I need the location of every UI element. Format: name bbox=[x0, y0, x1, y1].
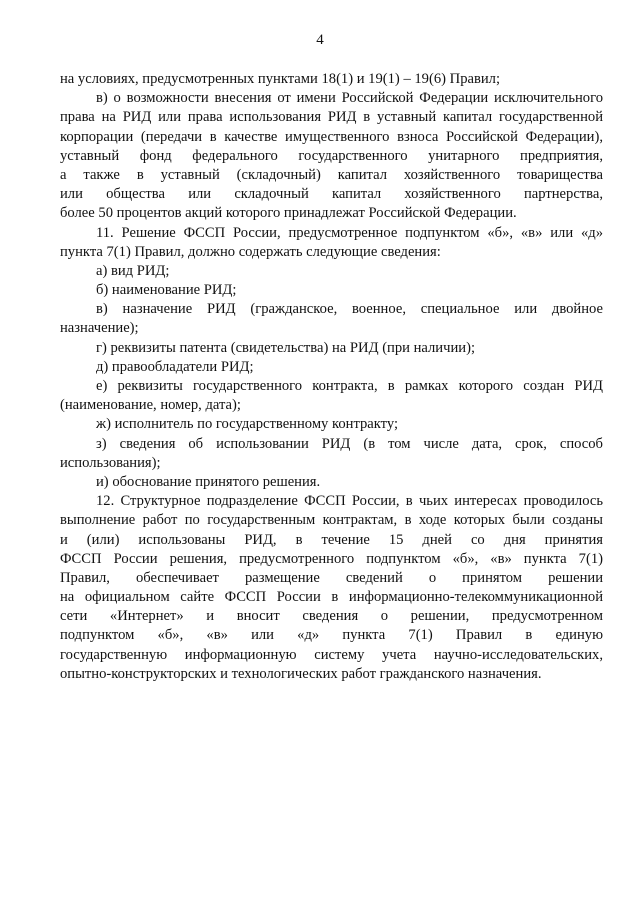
text-line: сети «Интернет» и вносит сведения о решении, предусмотренном bbox=[60, 608, 603, 625]
text-line: использования); bbox=[60, 454, 161, 471]
text-line: на условиях, предусмотренных пунктами 18(1) и 19(1) – 19(6) Правил; bbox=[60, 71, 501, 87]
text-line: а также в уставный (складочный) капитал хозяйственного товарищества bbox=[60, 166, 603, 183]
text-line: пункта 7(1) Правил, должно содержать следующие сведения: bbox=[60, 243, 441, 260]
page-number: 4 bbox=[316, 32, 324, 48]
text-line: д) правообладатели РИД; bbox=[96, 358, 254, 375]
text-line: корпорации (передачи в качестве имущественного взноса Российской Федерации), bbox=[60, 128, 603, 145]
text-line: з) сведения об использовании РИД (в том числе дата, срок, способ bbox=[96, 435, 603, 452]
text-line: подпунктом «б», «в» или «д» пункта 7(1) Правил в единую bbox=[60, 627, 603, 644]
text-line: более 50 процентов акций которого принадлежат Российской Федерации. bbox=[60, 205, 517, 222]
text-line: ФССП России решения, предусмотренного подпунктом «б», «в» пункта 7(1) bbox=[60, 550, 603, 567]
text-line: или общества или складочный капитал хозяйственного партнерства, bbox=[60, 186, 603, 203]
text-line: б) наименование РИД; bbox=[96, 282, 237, 299]
text-line: 12. Структурное подразделение ФССП России, в чьих интересах проводилось bbox=[96, 493, 603, 510]
text-line: права на РИД или права использования РИД в уставный капитал государственной bbox=[60, 109, 603, 126]
text-line: и) обоснование принятого решения. bbox=[96, 473, 321, 490]
text-line: (наименование, номер, дата); bbox=[60, 397, 241, 414]
text-line: 11. Решение ФССП России, предусмотренное подпунктом «б», «в» или «д» bbox=[96, 224, 603, 241]
text-line: на официальном сайте ФССП России в информационно-телекоммуникационной bbox=[60, 589, 603, 606]
text-line: государственную информационную систему учета научно-исследовательских, bbox=[60, 646, 603, 663]
text-line: выполнение работ по государственным контрактам, в ходе которых были созданы bbox=[60, 512, 603, 529]
text-line: ж) исполнитель по государственному контракту; bbox=[96, 416, 399, 433]
text-line: назначение); bbox=[60, 320, 139, 337]
document-body bbox=[60, 70, 603, 684]
text-line: в) о возможности внесения от имени Российской Федерации исключительного bbox=[96, 90, 603, 107]
text-line: опытно-конструкторских и технологических работ гражданского назначения. bbox=[60, 665, 542, 682]
text-line: а) вид РИД; bbox=[96, 262, 170, 279]
text-line: г) реквизиты патента (свидетельства) на РИД (при наличии); bbox=[96, 339, 475, 356]
text-line: Правил, обеспечивает размещение сведений о принятом решении bbox=[60, 569, 603, 586]
text-line: в) назначение РИД (гражданское, военное, специальное или двойное bbox=[96, 301, 603, 318]
text-line: е) реквизиты государственного контракта, в рамках которого создан РИД bbox=[96, 378, 603, 394]
text-line: и (или) использованы РИД, в течение 15 дней со дня принятия bbox=[60, 531, 603, 548]
text-line: уставный фонд федерального государственного унитарного предприятия, bbox=[60, 147, 603, 164]
